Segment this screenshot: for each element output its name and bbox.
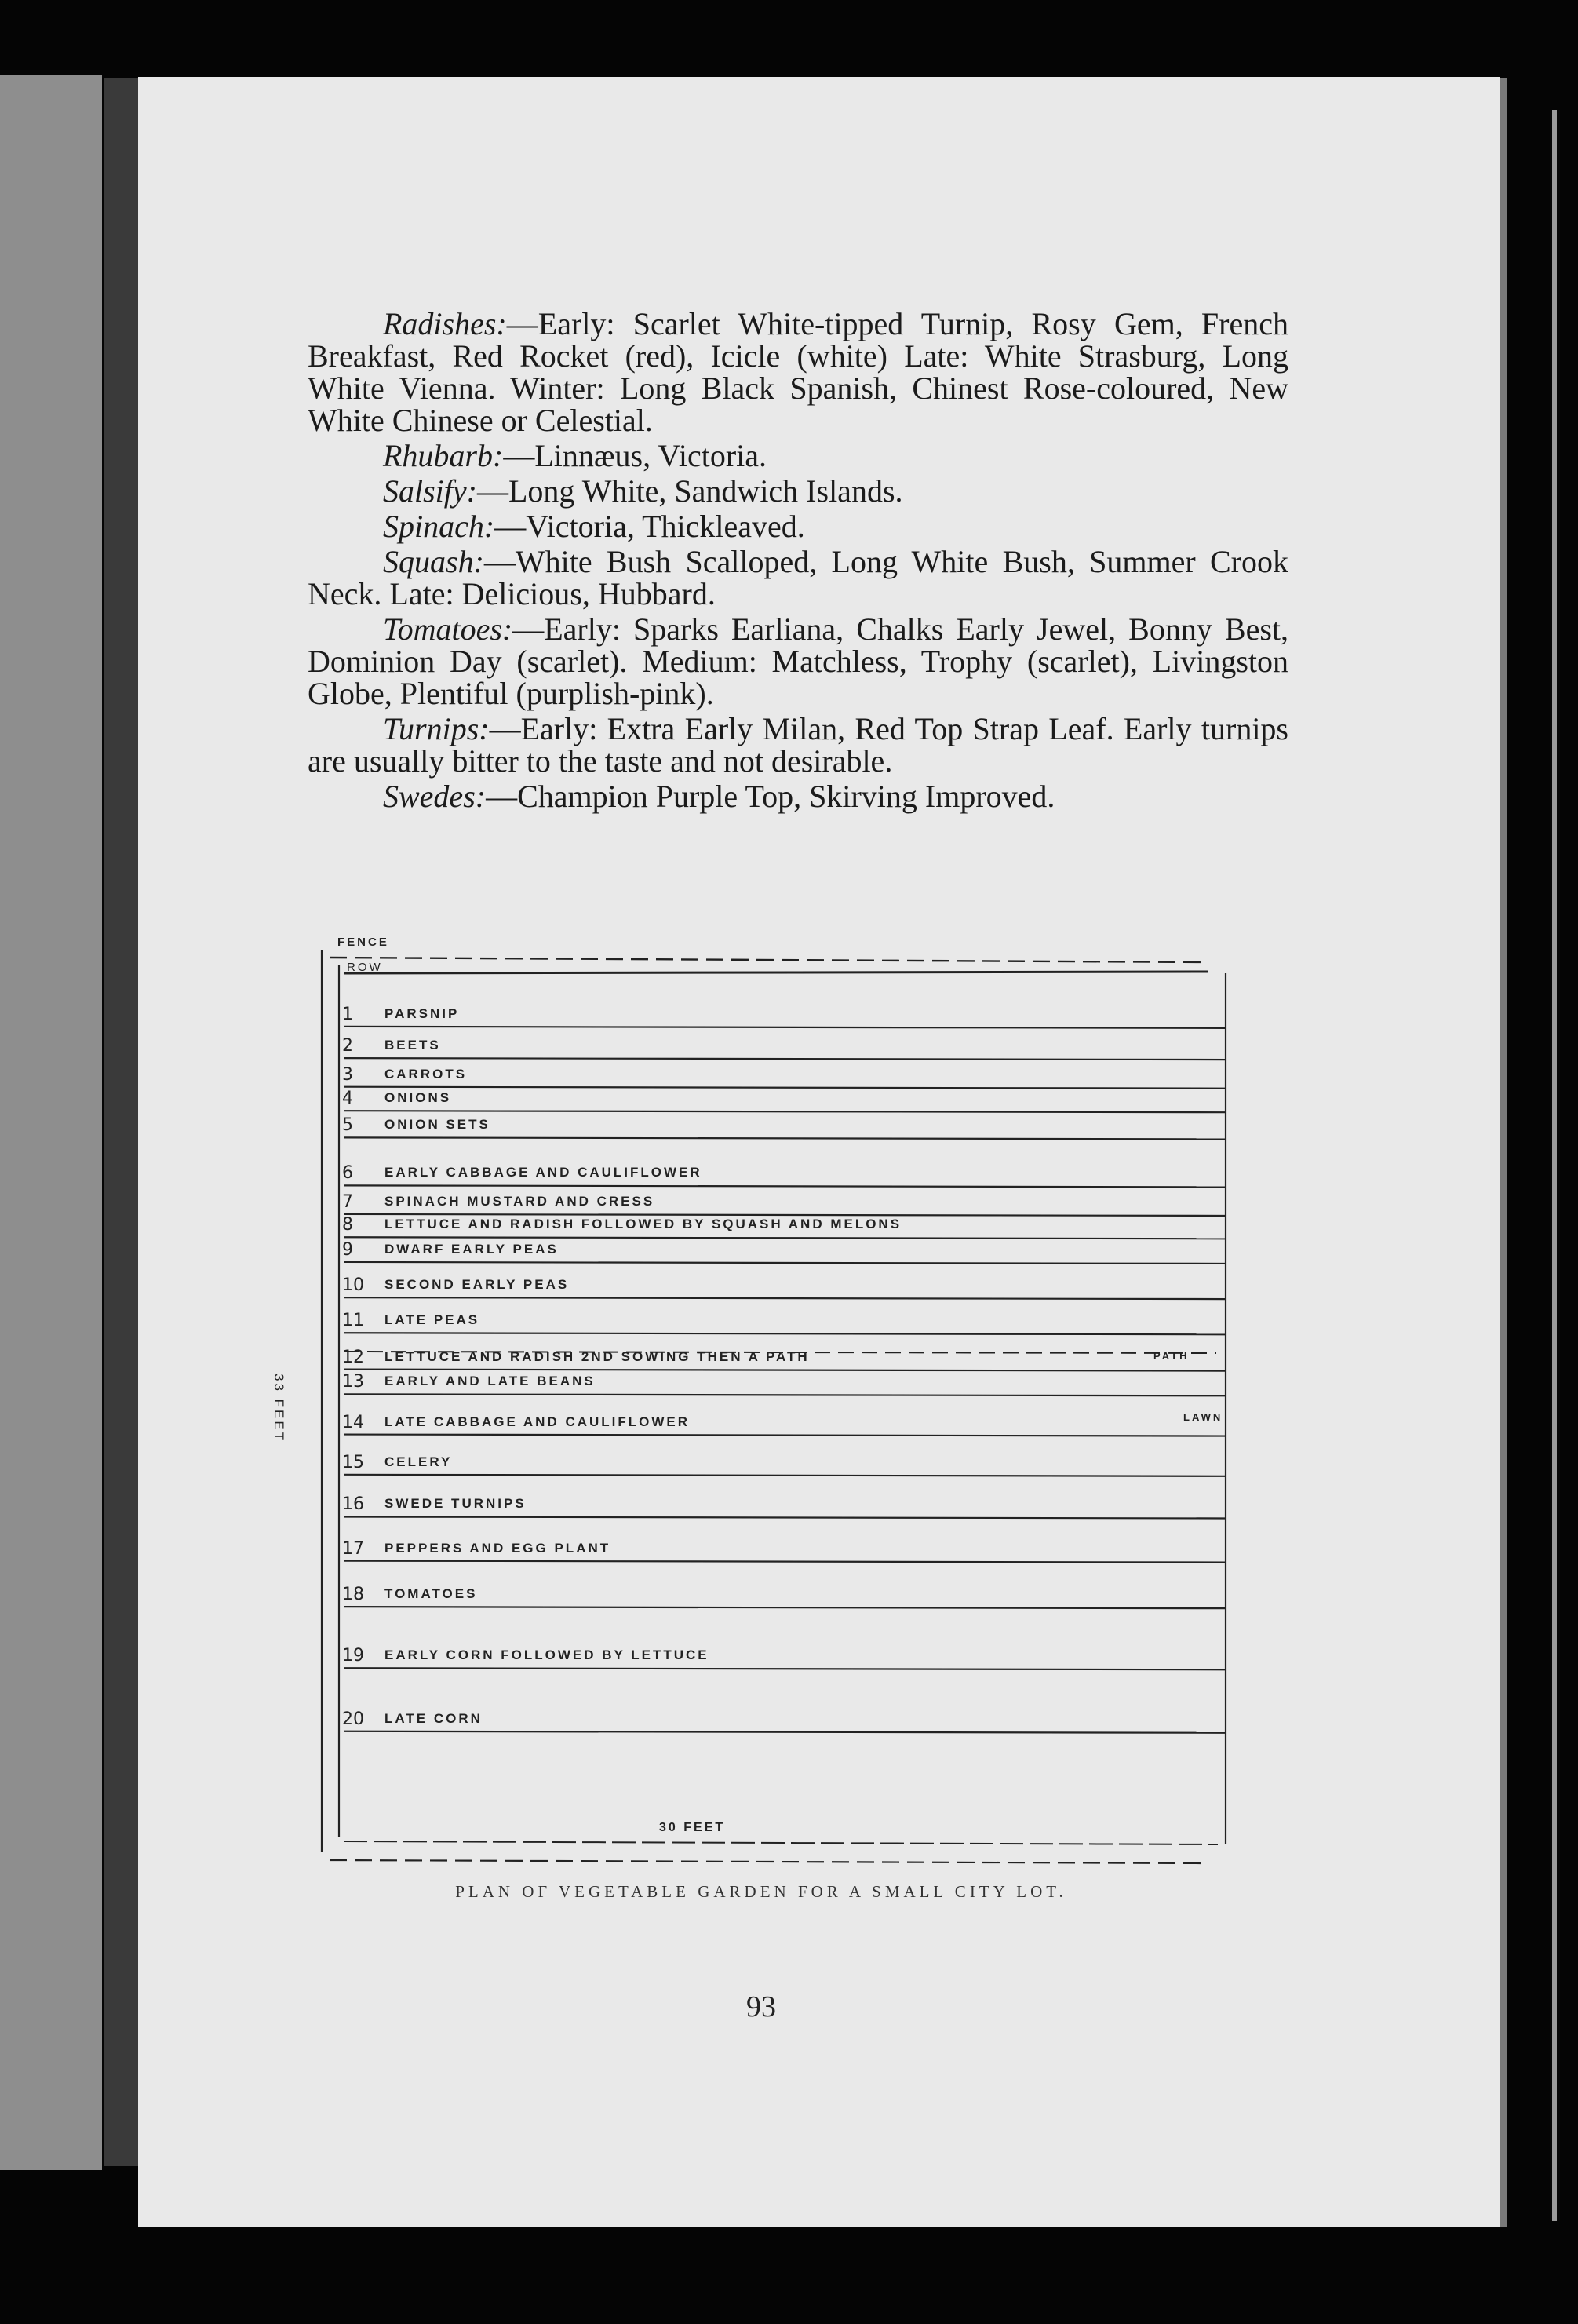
left-page-edge	[0, 75, 102, 2170]
paragraph-head: Squash:	[383, 544, 484, 579]
page-right-edge	[1500, 78, 1507, 2227]
row-number: 12	[342, 1347, 364, 1367]
row-line	[344, 1516, 1226, 1518]
garden-plan-diagram	[272, 934, 1271, 1876]
row-line	[344, 1333, 1226, 1334]
row-number: 7	[342, 1191, 353, 1212]
row-crop-label: DWARF EARLY PEAS	[384, 1241, 559, 1257]
row-crop-label: CARROTS	[384, 1066, 468, 1082]
paragraph-body: —Early: Scarlet White-tipped Turnip, Rosy Gem, French Breakfast, Red Rocket (red), Icicle (white) Late: White Strasburg, Long White Vienna. Winter: Long Black Spanish, Chinest Rose-coloured, New White Chinese or Celestial.	[308, 306, 1288, 438]
row-crop-label: LETTUCE AND RADISH FOLLOWED BY SQUASH AND MELONS	[384, 1217, 902, 1232]
row-number: 17	[342, 1538, 364, 1559]
fence-inner-line	[344, 972, 1208, 973]
row-crop-label: PEPPERS AND EGG PLANT	[384, 1540, 611, 1556]
row-number: 2	[342, 1036, 353, 1056]
row-line	[344, 1668, 1226, 1669]
row-number: 18	[342, 1585, 364, 1605]
paragraph-head: Radishes:	[383, 306, 507, 341]
width-label: 30 FEET	[659, 1821, 726, 1834]
paragraph-body: —Early: Extra Early Milan, Red Top Strap Leaf. Early turnips are usually bitter to the taste and not desirable.	[308, 711, 1288, 779]
row-number: 3	[342, 1064, 353, 1085]
row-line	[344, 1731, 1226, 1733]
height-label: 33 FEET	[272, 1374, 286, 1443]
width-dimension-line	[344, 1841, 1218, 1844]
paragraph-squash	[308, 545, 1288, 610]
row-crop-label: ONIONS	[384, 1090, 452, 1106]
row-number: 8	[342, 1215, 353, 1235]
row-line	[344, 1185, 1226, 1187]
paragraph-tomatoes	[308, 613, 1288, 710]
row-number: 6	[342, 1163, 353, 1184]
row-line	[344, 1087, 1226, 1089]
row-line	[344, 1435, 1226, 1436]
next-page-edge	[1552, 110, 1557, 2221]
row-header: ROW	[347, 961, 383, 974]
row-number: 10	[342, 1275, 364, 1296]
row-line	[344, 1214, 1226, 1216]
lawn-label: LAWN	[1183, 1411, 1223, 1423]
bottom-line	[330, 1860, 1208, 1863]
row-number: 15	[342, 1452, 364, 1472]
row-number: 16	[342, 1494, 364, 1515]
row-line	[344, 1394, 1226, 1395]
row-crop-label: PARSNIP	[384, 1005, 460, 1021]
row-crop-label: CELERY	[384, 1454, 453, 1469]
row-line	[344, 1111, 1226, 1112]
row-crop-label: LATE PEAS	[384, 1312, 480, 1328]
row-crop-label: LETTUCE AND RADISH 2ND SOWING THEN A PATH	[384, 1348, 810, 1364]
paragraph-head: Turnips:	[383, 711, 490, 746]
paragraph-head: Salsify:	[383, 473, 477, 509]
paragraph-salsify	[308, 475, 1288, 507]
row-line	[344, 1262, 1226, 1264]
paragraph-head: Tomatoes:	[383, 611, 513, 647]
row-crop-label: EARLY CORN FOLLOWED BY LETTUCE	[384, 1647, 709, 1663]
fence-line	[330, 958, 1208, 962]
paragraph-spinach	[308, 510, 1288, 542]
row-crop-label: LATE CABBAGE AND CAULIFLOWER	[384, 1414, 691, 1429]
page-number: 93	[746, 1990, 776, 2023]
paragraph-body: —White Bush Scalloped, Long White Bush, Summer Crook Neck. Late: Delicious, Hubbard.	[308, 544, 1288, 611]
paragraph-body: —Long White, Sandwich Islands.	[476, 473, 903, 509]
figure-caption: PLAN OF VEGETABLE GARDEN FOR A SMALL CITY LOT.	[455, 1882, 1067, 1901]
row-line	[344, 1607, 1226, 1608]
row-line	[344, 1297, 1226, 1299]
row-crop-label: EARLY CABBAGE AND CAULIFLOWER	[384, 1165, 702, 1180]
row-number: 20	[342, 1709, 364, 1729]
row-crop-label: LATE CORN	[384, 1710, 483, 1726]
row-number: 14	[342, 1412, 364, 1432]
paragraph-head: Rhubarb:	[383, 438, 504, 473]
row-crop-label: EARLY AND LATE BEANS	[384, 1374, 596, 1389]
row-crop-label: SWEDE TURNIPS	[384, 1496, 527, 1512]
row-number: 9	[342, 1239, 353, 1260]
row-line	[344, 1058, 1226, 1060]
row-number: 11	[342, 1311, 364, 1331]
row-line	[344, 1137, 1226, 1139]
row-crop-label: ONION SETS	[384, 1117, 490, 1133]
path-label: PATH	[1153, 1350, 1190, 1362]
row-line	[344, 1237, 1226, 1239]
paragraph-body: —Victoria, Thickleaved.	[494, 509, 805, 544]
row-crop-label: SECOND EARLY PEAS	[384, 1277, 570, 1293]
paragraph-turnips	[308, 713, 1288, 777]
paragraph-body: —Linnæus, Victoria.	[503, 438, 767, 473]
paragraph-head: Swedes:	[383, 779, 487, 814]
row-number: 1	[342, 1004, 353, 1024]
row-line	[344, 1475, 1226, 1476]
paragraph-swedes	[308, 780, 1288, 812]
row-line	[344, 1027, 1226, 1028]
paragraph-radishes	[308, 308, 1288, 436]
seed-variety-list	[308, 308, 1288, 815]
row-number: 19	[342, 1646, 364, 1666]
row-number: 4	[342, 1089, 353, 1109]
row-crop-label: TOMATOES	[384, 1586, 478, 1602]
row-line	[344, 1561, 1226, 1563]
book-spine-shadow	[104, 78, 138, 2166]
paragraph-head: Spinach:	[383, 509, 495, 544]
fence-label: FENCE	[337, 936, 389, 949]
row-crop-label: BEETS	[384, 1038, 441, 1053]
row-number: 13	[342, 1372, 364, 1392]
paragraph-rhubarb	[308, 440, 1288, 472]
paragraph-body: —Champion Purple Top, Skirving Improved.	[486, 779, 1055, 814]
row-line	[344, 1370, 1226, 1371]
paragraph-body: —Early: Sparks Earliana, Chalks Early Jewel, Bonny Best, Dominion Day (scarlet). Medium: Matchless, Trophy (scarlet), Livingston Globe, Plentiful (purplish-pink).	[308, 611, 1288, 711]
row-crop-label: SPINACH MUSTARD AND CRESS	[384, 1193, 655, 1209]
row-number: 5	[342, 1115, 353, 1136]
